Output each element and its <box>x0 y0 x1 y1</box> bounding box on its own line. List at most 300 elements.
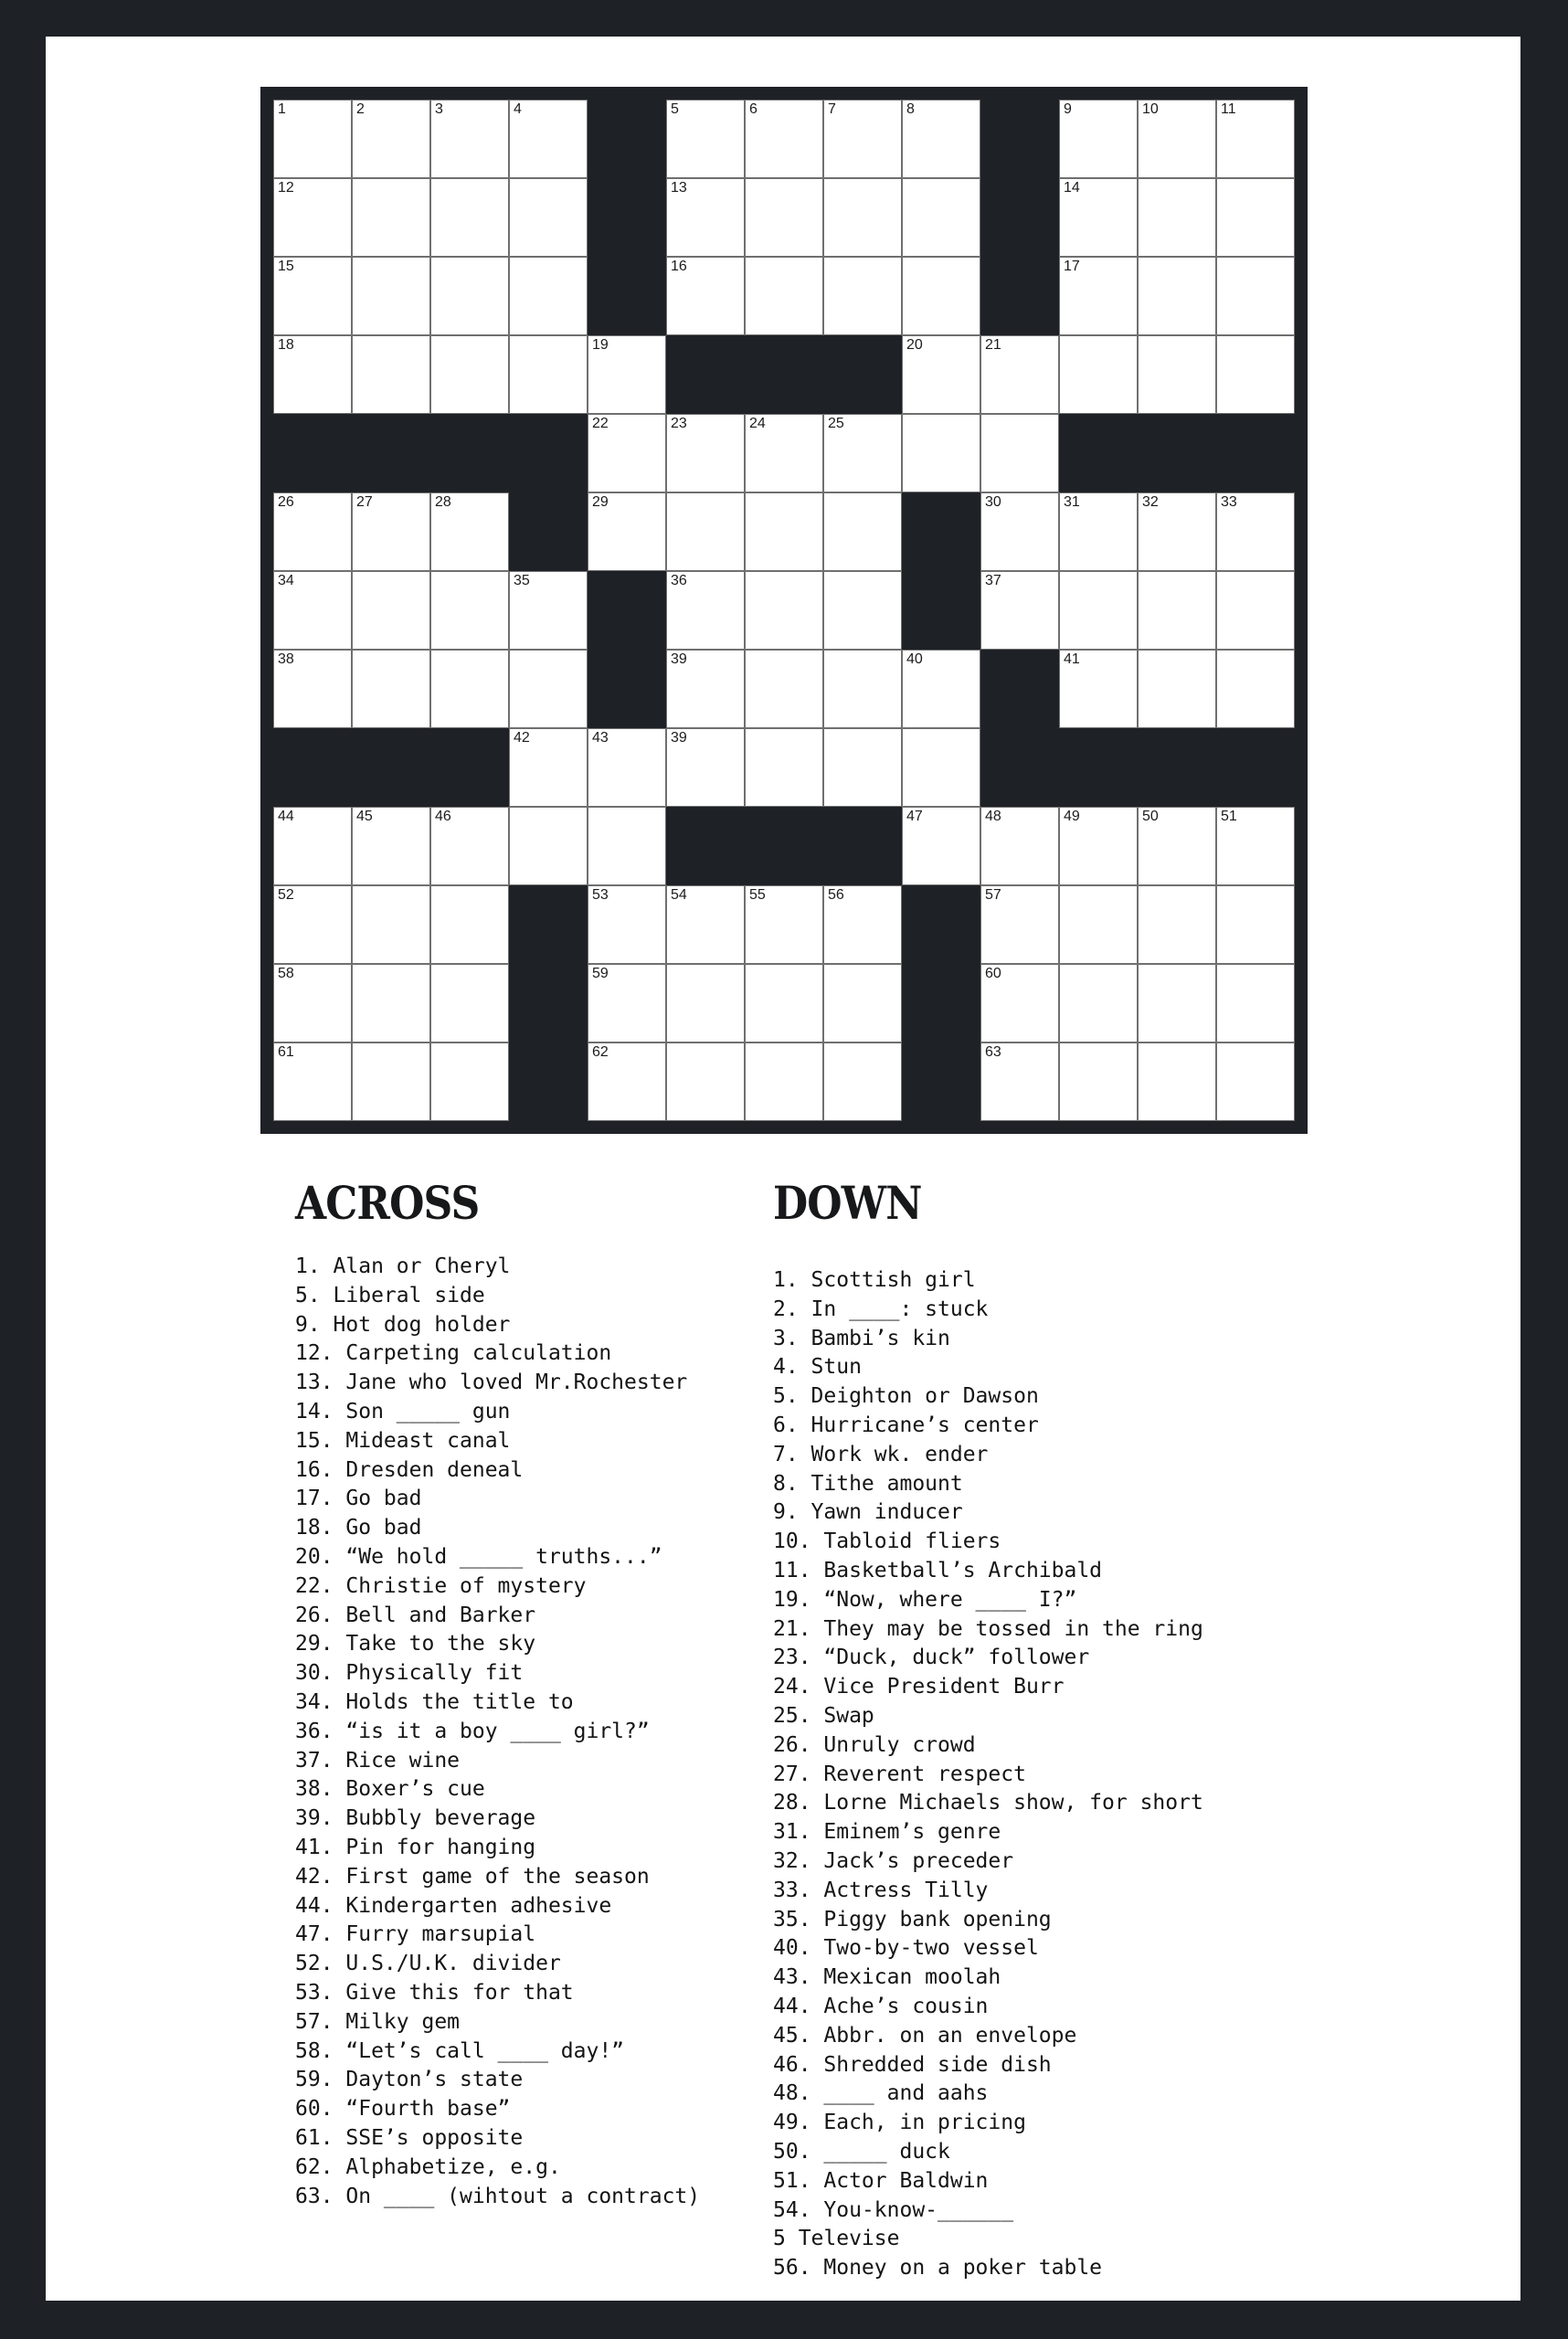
down-clue: 25. Swap <box>773 1703 874 1728</box>
across-clue: 20. “We hold _____ truths...” <box>295 1544 662 1569</box>
grid-cell[interactable] <box>1059 807 1138 885</box>
across-clue: 52. U.S./U.K. divider <box>295 1952 561 1976</box>
grid-cell-black <box>902 964 980 1042</box>
cell-number: 23 <box>671 416 687 431</box>
across-clue: 57. Milky gem <box>295 2009 461 2034</box>
grid-cell[interactable] <box>430 257 509 335</box>
cell-number: 62 <box>592 1044 609 1060</box>
cell-number: 39 <box>671 730 687 746</box>
grid-cell[interactable] <box>588 1042 666 1121</box>
down-clue: 49. Each, in pricing <box>773 2111 1026 2135</box>
grid-cell[interactable] <box>745 178 823 257</box>
grid-cell[interactable] <box>666 571 745 650</box>
grid-cell-black <box>980 178 1059 257</box>
grid-cell-black <box>1059 414 1138 492</box>
grid-cell[interactable] <box>430 1042 509 1121</box>
cell-number: 28 <box>435 494 451 510</box>
grid-cell[interactable] <box>509 100 588 178</box>
grid-cell[interactable] <box>980 414 1059 492</box>
grid-cell[interactable] <box>823 100 902 178</box>
across-clue: 5. Liberal side <box>295 1283 485 1307</box>
grid-cell[interactable] <box>1138 885 1216 964</box>
cell-number: 2 <box>356 101 365 117</box>
grid-cell[interactable] <box>666 964 745 1042</box>
grid-cell[interactable] <box>430 492 509 571</box>
grid-cell[interactable] <box>273 178 352 257</box>
down-clue: 43. Mexican moolah <box>773 1965 1001 1990</box>
grid-cell[interactable] <box>509 650 588 728</box>
across-clue: 15. Mideast canal <box>295 1428 511 1453</box>
grid-cell[interactable] <box>1059 492 1138 571</box>
across-clue: 17. Go bad <box>295 1487 422 1511</box>
cell-number: 29 <box>592 494 609 510</box>
grid-cell[interactable] <box>273 885 352 964</box>
grid-cell[interactable] <box>745 492 823 571</box>
cell-number: 44 <box>278 809 294 824</box>
grid-cell[interactable] <box>1216 807 1295 885</box>
across-clue: 12. Carpeting calculation <box>295 1341 612 1366</box>
crossword-grid <box>260 87 1308 1134</box>
grid-cell[interactable] <box>745 728 823 807</box>
grid-cell[interactable] <box>902 178 980 257</box>
grid-cell[interactable] <box>273 650 352 728</box>
across-clue: 22. Christie of mystery <box>295 1573 587 1598</box>
down-clue: 32. Jack’s preceder <box>773 1848 1014 1873</box>
grid-cell-black <box>666 335 745 414</box>
grid-cell[interactable] <box>823 728 902 807</box>
grid-cell[interactable] <box>1059 571 1138 650</box>
across-clue: 61. SSE’s opposite <box>295 2125 524 2150</box>
across-clue: 30. Physically fit <box>295 1661 524 1686</box>
cell-number: 52 <box>278 887 294 903</box>
across-clue: 14. Son _____ gun <box>295 1399 511 1424</box>
down-clue: 11. Basketball’s Archibald <box>773 1558 1103 1582</box>
grid-cell[interactable] <box>823 1042 902 1121</box>
grid-cell[interactable] <box>666 178 745 257</box>
cell-number: 36 <box>671 573 687 588</box>
cell-number: 59 <box>592 966 609 981</box>
down-clue: 19. “Now, where ____ I?” <box>773 1587 1077 1612</box>
grid-cell[interactable] <box>430 335 509 414</box>
across-clue: 36. “is it a boy ____ girl?” <box>295 1719 650 1743</box>
grid-cell[interactable] <box>352 492 430 571</box>
cell-number: 6 <box>749 101 758 117</box>
across-clue: 63. On ____ (wihtout a contract) <box>295 2184 701 2208</box>
grid-cell[interactable] <box>1216 492 1295 571</box>
down-clue: 45. Abbr. on an envelope <box>773 2023 1077 2048</box>
grid-cell-black <box>980 100 1059 178</box>
grid-cell[interactable] <box>1138 100 1216 178</box>
across-clue: 53. Give this for that <box>295 1980 574 2005</box>
grid-cell-black <box>980 650 1059 728</box>
grid-cell[interactable] <box>588 728 666 807</box>
grid-cell[interactable] <box>509 728 588 807</box>
cell-number: 42 <box>514 730 530 746</box>
grid-cell[interactable] <box>509 257 588 335</box>
cell-number: 60 <box>985 966 1001 981</box>
grid-cell[interactable] <box>1138 492 1216 571</box>
across-clue: 59. Dayton’s state <box>295 2068 524 2092</box>
grid-cell[interactable] <box>902 100 980 178</box>
grid-cell[interactable] <box>823 964 902 1042</box>
down-clue: 6. Hurricane’s center <box>773 1413 1039 1437</box>
across-clue: 18. Go bad <box>295 1516 422 1540</box>
grid-cell[interactable] <box>980 807 1059 885</box>
across-clue: 34. Holds the title to <box>295 1689 574 1714</box>
grid-cell[interactable] <box>745 571 823 650</box>
cell-number: 56 <box>828 887 844 903</box>
across-clue: 60. “Fourth base” <box>295 2097 511 2122</box>
grid-cell-black <box>666 807 745 885</box>
cell-number: 51 <box>1221 809 1237 824</box>
grid-cell[interactable] <box>1216 571 1295 650</box>
across-clue: 62. Alphabetize, e.g. <box>295 2154 561 2179</box>
grid-cell-black <box>588 650 666 728</box>
grid-cell-black <box>509 885 588 964</box>
cell-number: 46 <box>435 809 451 824</box>
across-clue-list <box>295 1253 700 2211</box>
grid-cell[interactable] <box>902 257 980 335</box>
grid-cell-black <box>509 414 588 492</box>
grid-cell[interactable] <box>509 807 588 885</box>
cell-number: 16 <box>671 259 687 274</box>
grid-cell[interactable] <box>273 335 352 414</box>
grid-cell[interactable] <box>1138 807 1216 885</box>
cell-number: 31 <box>1064 494 1080 510</box>
grid-cell[interactable] <box>352 571 430 650</box>
cell-number: 33 <box>1221 494 1237 510</box>
grid-cell[interactable] <box>823 650 902 728</box>
grid-cell-black <box>1138 414 1216 492</box>
down-clue: 50. _____ duck <box>773 2139 950 2164</box>
grid-cell-black <box>902 492 980 571</box>
down-clue: 56. Money on a poker table <box>773 2256 1103 2281</box>
grid-cell[interactable] <box>666 728 745 807</box>
grid-cell-black <box>588 571 666 650</box>
across-clue: 47. Furry marsupial <box>295 1922 536 1947</box>
grid-cell-black <box>823 335 902 414</box>
grid-cell[interactable] <box>823 492 902 571</box>
grid-cell[interactable] <box>352 257 430 335</box>
grid-cell[interactable] <box>1059 885 1138 964</box>
cell-number: 50 <box>1142 809 1159 824</box>
grid-cell-black <box>1138 728 1216 807</box>
grid-cell[interactable] <box>666 885 745 964</box>
down-clue: 33. Actress Tilly <box>773 1878 989 1902</box>
grid-cell[interactable] <box>430 100 509 178</box>
grid-cell[interactable] <box>352 807 430 885</box>
grid-cell[interactable] <box>823 178 902 257</box>
grid-cell-black <box>902 885 980 964</box>
cell-number: 43 <box>592 730 609 746</box>
cell-number: 61 <box>278 1044 294 1060</box>
grid-cell[interactable] <box>902 650 980 728</box>
grid-cell-black <box>430 728 509 807</box>
grid-cell[interactable] <box>1059 100 1138 178</box>
cell-number: 11 <box>1221 101 1236 117</box>
grid-cell[interactable] <box>902 414 980 492</box>
grid-cell[interactable] <box>430 571 509 650</box>
cell-number: 47 <box>906 809 923 824</box>
cell-number: 25 <box>828 416 844 431</box>
cell-number: 34 <box>278 573 294 588</box>
cell-number: 24 <box>749 416 766 431</box>
across-clue: 26. Bell and Barker <box>295 1603 536 1627</box>
grid-cell[interactable] <box>1059 1042 1138 1121</box>
grid-cell[interactable] <box>1138 1042 1216 1121</box>
cell-number: 22 <box>592 416 609 431</box>
grid-cell[interactable] <box>745 257 823 335</box>
grid-cell-black <box>1216 414 1295 492</box>
cell-number: 3 <box>435 101 443 117</box>
grid-cell-black <box>980 257 1059 335</box>
grid-cell[interactable] <box>1138 178 1216 257</box>
down-clue: 40. Two-by-two vessel <box>773 1936 1039 1961</box>
grid-cell-black <box>352 414 430 492</box>
across-clue: 41. Pin for hanging <box>295 1835 536 1859</box>
grid-cell[interactable] <box>823 257 902 335</box>
grid-cell[interactable] <box>352 1042 430 1121</box>
grid-cell-black <box>980 728 1059 807</box>
down-clue: 5. Deighton or Dawson <box>773 1384 1039 1409</box>
grid-cell-black <box>823 807 902 885</box>
down-clue: 51. Actor Baldwin <box>773 2168 989 2193</box>
down-clue-list <box>773 1266 1203 2283</box>
cell-number: 20 <box>906 337 923 353</box>
down-clue: 10. Tabloid fliers <box>773 1529 1001 1554</box>
cell-number: 15 <box>278 259 294 274</box>
grid-cell-black <box>509 492 588 571</box>
down-clue: 28. Lorne Michaels show, for short <box>773 1791 1203 1815</box>
grid-cell-black <box>352 728 430 807</box>
grid-cell[interactable] <box>1059 257 1138 335</box>
cell-number: 7 <box>828 101 836 117</box>
cell-number: 53 <box>592 887 609 903</box>
grid-cell-black <box>509 964 588 1042</box>
grid-cell[interactable] <box>1059 964 1138 1042</box>
grid-cell[interactable] <box>509 335 588 414</box>
down-clue: 1. Scottish girl <box>773 1268 976 1292</box>
grid-cell[interactable] <box>352 100 430 178</box>
grid-cell[interactable] <box>1059 650 1138 728</box>
cell-number: 57 <box>985 887 1001 903</box>
grid-cell[interactable] <box>823 414 902 492</box>
down-clue: 26. Unruly crowd <box>773 1732 976 1757</box>
across-clue: 13. Jane who loved Mr.Rochester <box>295 1371 688 1395</box>
grid-cell[interactable] <box>1059 178 1138 257</box>
cell-number: 21 <box>985 337 1001 353</box>
grid-cell[interactable] <box>745 1042 823 1121</box>
across-clue: 16. Dresden deneal <box>295 1457 524 1482</box>
grid-cell[interactable] <box>666 650 745 728</box>
grid-cell[interactable] <box>509 571 588 650</box>
down-clue: 31. Eminem’s genre <box>773 1820 1001 1845</box>
grid-cell[interactable] <box>588 807 666 885</box>
grid-cell[interactable] <box>1138 335 1216 414</box>
cell-number: 37 <box>985 573 1001 588</box>
grid-cell[interactable] <box>273 257 352 335</box>
grid-cell[interactable] <box>273 1042 352 1121</box>
across-clue: 1. Alan or Cheryl <box>295 1254 511 1278</box>
across-clue: 58. “Let’s call ____ day!” <box>295 2038 625 2063</box>
across-clue: 29. Take to the sky <box>295 1632 536 1656</box>
cell-number: 1 <box>278 101 286 117</box>
grid-cell[interactable] <box>1138 257 1216 335</box>
grid-cell-black <box>430 414 509 492</box>
cell-number: 54 <box>671 887 687 903</box>
grid-cell-black <box>745 335 823 414</box>
cell-number: 45 <box>356 809 373 824</box>
grid-cell[interactable] <box>1059 335 1138 414</box>
down-clue: 48. ____ and aahs <box>773 2081 989 2106</box>
grid-cell[interactable] <box>273 571 352 650</box>
cell-number: 17 <box>1064 259 1080 274</box>
down-clue: 35. Piggy bank opening <box>773 1907 1052 1932</box>
grid-cell[interactable] <box>588 414 666 492</box>
down-clue: 54. You-know-______ <box>773 2197 1014 2222</box>
grid-cell[interactable] <box>980 492 1059 571</box>
grid-cell[interactable] <box>430 178 509 257</box>
grid-cell[interactable] <box>430 964 509 1042</box>
grid-cell[interactable] <box>823 885 902 964</box>
grid-cell[interactable] <box>980 885 1059 964</box>
across-clue: 37. Rice wine <box>295 1748 461 1773</box>
across-clue: 42. First game of the season <box>295 1864 650 1889</box>
cell-number: 35 <box>514 573 530 588</box>
grid-cell[interactable] <box>666 100 745 178</box>
grid-cell[interactable] <box>352 335 430 414</box>
grid-cell-black <box>273 414 352 492</box>
down-clue: 24. Vice President Burr <box>773 1675 1065 1699</box>
grid-cell[interactable] <box>666 1042 745 1121</box>
grid-cell[interactable] <box>273 492 352 571</box>
cell-number: 38 <box>278 651 294 667</box>
across-clue: 38. Boxer’s cue <box>295 1777 485 1802</box>
across-clue: 44. Kindergarten adhesive <box>295 1893 612 1918</box>
grid-cell[interactable] <box>588 885 666 964</box>
grid-cell[interactable] <box>430 885 509 964</box>
grid-cell[interactable] <box>430 807 509 885</box>
down-clue: 3. Bambi’s kin <box>773 1326 950 1350</box>
grid-cell[interactable] <box>430 650 509 728</box>
down-heading: DOWN <box>773 1176 922 1230</box>
grid-cell-black <box>509 1042 588 1121</box>
grid-cell[interactable] <box>352 650 430 728</box>
grid-cell-black <box>588 178 666 257</box>
grid-cell[interactable] <box>980 964 1059 1042</box>
cell-number: 12 <box>278 180 294 196</box>
grid-cell[interactable] <box>666 257 745 335</box>
grid-cell[interactable] <box>588 492 666 571</box>
cell-number: 4 <box>514 101 522 117</box>
cell-number: 40 <box>906 651 923 667</box>
grid-cell[interactable] <box>1216 1042 1295 1121</box>
down-clue: 7. Work wk. ender <box>773 1442 989 1466</box>
grid-cell[interactable] <box>980 335 1059 414</box>
down-clue: 5 Televise <box>773 2227 900 2251</box>
grid-cell[interactable] <box>1216 335 1295 414</box>
grid-cell[interactable] <box>352 178 430 257</box>
grid-cell[interactable] <box>1216 964 1295 1042</box>
grid-cell-black <box>902 1042 980 1121</box>
grid-cell-black <box>1216 728 1295 807</box>
grid-cell-black <box>902 571 980 650</box>
cell-number: 10 <box>1142 101 1159 117</box>
grid-cell[interactable] <box>352 964 430 1042</box>
grid-cell[interactable] <box>745 885 823 964</box>
grid-cell[interactable] <box>273 807 352 885</box>
cell-number: 13 <box>671 180 687 196</box>
grid-cell[interactable] <box>1216 257 1295 335</box>
cell-number: 18 <box>278 337 294 353</box>
grid-cell[interactable] <box>1216 885 1295 964</box>
grid-cell[interactable] <box>902 807 980 885</box>
grid-cell[interactable] <box>588 335 666 414</box>
down-clue: 2. In ____: stuck <box>773 1297 989 1321</box>
grid-cell[interactable] <box>1216 650 1295 728</box>
across-heading: ACROSS <box>295 1176 480 1230</box>
grid-cell[interactable] <box>823 571 902 650</box>
cell-number: 19 <box>592 337 609 353</box>
grid-cell[interactable] <box>902 728 980 807</box>
grid-cell[interactable] <box>588 964 666 1042</box>
cell-number: 63 <box>985 1044 1001 1060</box>
across-clue: 9. Hot dog holder <box>295 1312 511 1337</box>
grid-cell[interactable] <box>902 335 980 414</box>
grid-cell[interactable] <box>273 100 352 178</box>
cell-number: 30 <box>985 494 1001 510</box>
down-clue: 4. Stun <box>773 1355 862 1380</box>
down-clue: 27. Reverent respect <box>773 1762 1026 1786</box>
grid-cell[interactable] <box>980 571 1059 650</box>
cell-number: 14 <box>1064 180 1080 196</box>
across-clue: 39. Bubbly beverage <box>295 1806 536 1831</box>
cell-number: 58 <box>278 966 294 981</box>
grid-cell-black <box>1059 728 1138 807</box>
cell-number: 39 <box>671 651 687 667</box>
grid-cell[interactable] <box>666 492 745 571</box>
grid-cell-black <box>588 100 666 178</box>
grid-cell-black <box>273 728 352 807</box>
down-clue: 46. Shredded side dish <box>773 2052 1052 2077</box>
down-clue: 44. Ache’s cousin <box>773 1994 989 2018</box>
down-clue: 21. They may be tossed in the ring <box>773 1616 1203 1641</box>
grid-cell[interactable] <box>1138 964 1216 1042</box>
cell-number: 27 <box>356 494 373 510</box>
grid-cell[interactable] <box>980 1042 1059 1121</box>
grid-cell[interactable] <box>745 414 823 492</box>
grid-cell[interactable] <box>352 885 430 964</box>
grid-cell[interactable] <box>1138 571 1216 650</box>
down-clue: 9. Yawn inducer <box>773 1500 963 1525</box>
grid-cell-black <box>588 257 666 335</box>
grid-cell[interactable] <box>666 414 745 492</box>
grid-cell[interactable] <box>745 100 823 178</box>
cell-number: 41 <box>1064 651 1080 667</box>
grid-cell[interactable] <box>745 650 823 728</box>
cell-number: 8 <box>906 101 915 117</box>
grid-cell[interactable] <box>509 178 588 257</box>
cell-number: 26 <box>278 494 294 510</box>
cell-number: 32 <box>1142 494 1159 510</box>
cell-number: 5 <box>671 101 679 117</box>
grid-cell[interactable] <box>273 964 352 1042</box>
cell-number: 9 <box>1064 101 1072 117</box>
grid-cell[interactable] <box>745 964 823 1042</box>
grid-cell[interactable] <box>1216 178 1295 257</box>
grid-cell[interactable] <box>1216 100 1295 178</box>
grid-cell[interactable] <box>1138 650 1216 728</box>
